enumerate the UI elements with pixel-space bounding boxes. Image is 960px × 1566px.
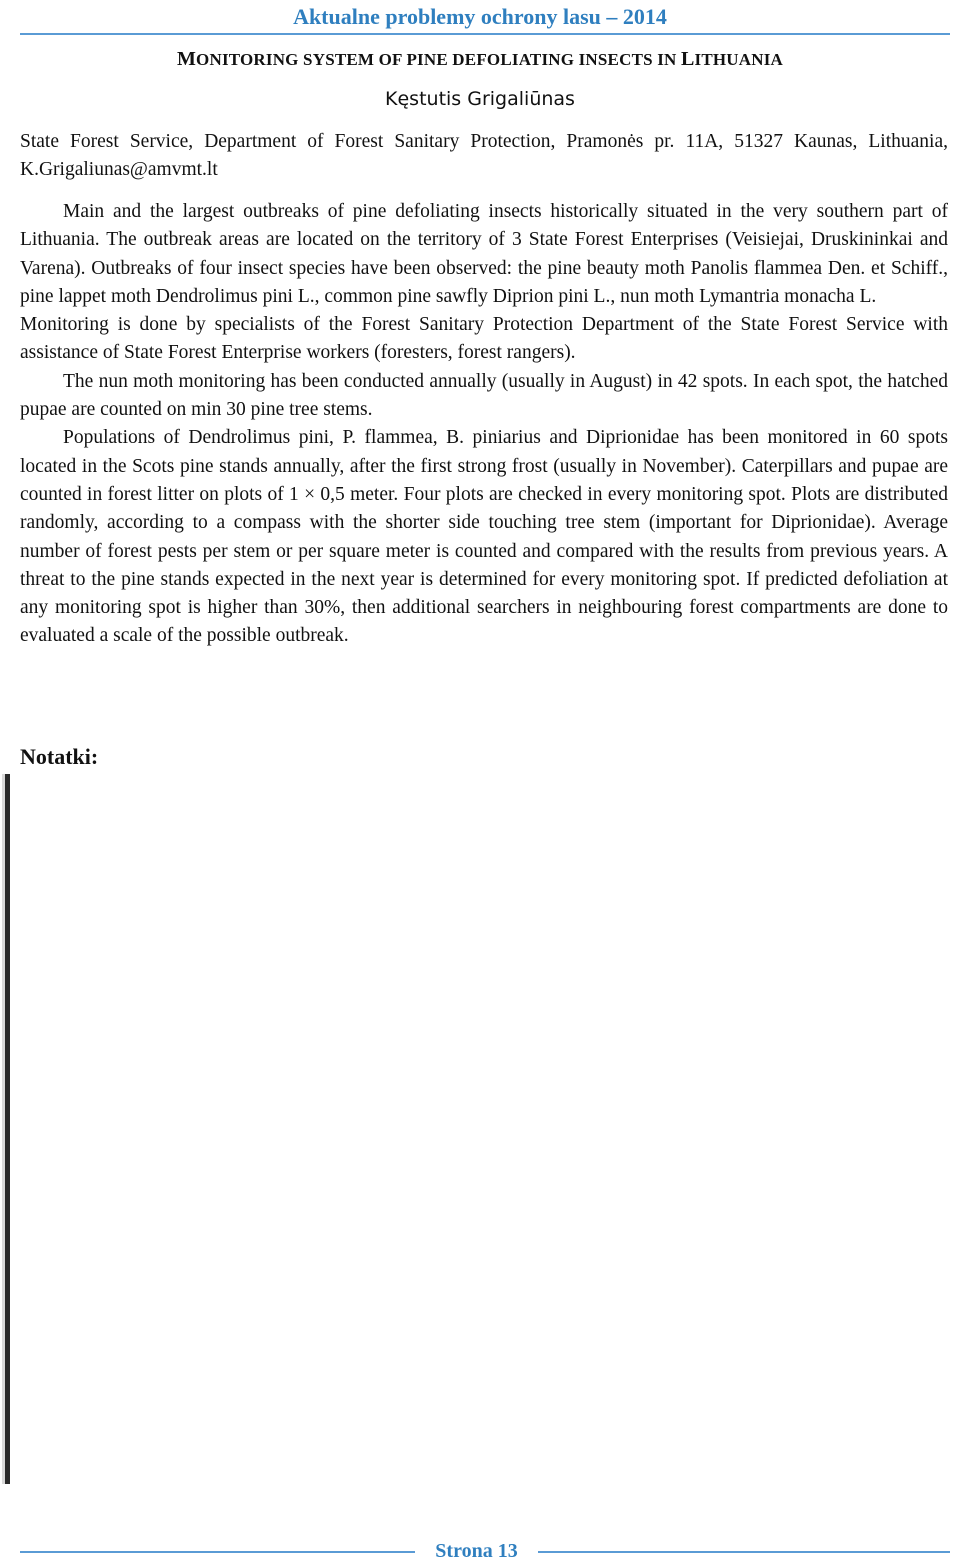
running-header: Aktualne problemy ochrony lasu – 2014 bbox=[293, 4, 667, 29]
paper-title bbox=[0, 48, 960, 71]
page-number: Strona 13 bbox=[435, 1540, 518, 1562]
affiliation-text: State Forest Service, Department of Forest Sanitary Protection, Pramonės pr. 11A, 51327 Kaunas, Lithuania, K.Grigaliunas@amvmt.lt bbox=[20, 131, 948, 181]
affiliation bbox=[20, 128, 948, 185]
header-divider bbox=[20, 33, 950, 35]
notes-label: Notatki: bbox=[20, 744, 99, 769]
title-initial-m: M bbox=[176, 48, 197, 70]
paragraph: Main and the largest outbreaks of pine defoliating insects historically situated in the very southern part of Lithuania. The outbreak areas are located on the territory of 3 State Forest Enterprises (Veisiejai, Druskininkai and Varena). Outbreaks of four insect species have been observed: the pine beauty moth Panolis flammea Den. et Schiff., pine lappet moth Dendrolimus pini L., common pine sawfly Diprion pini L., nun moth Lymantria monacha L. bbox=[20, 201, 948, 307]
title-middle: ONITORING SYSTEM OF PINE DEFOLIATING INSECTS IN bbox=[196, 50, 681, 69]
abstract-body bbox=[20, 198, 948, 651]
title-end: ITHUANIA bbox=[694, 50, 784, 69]
paragraph: Monitoring is done by specialists of the Forest Sanitary Protection Department of the State Forest Service with assistance of State Forest Enterprise workers (foresters, forest rangers). bbox=[20, 314, 948, 364]
paragraph: The nun moth monitoring has been conducted annually (usually in August) in 42 spots. In each spot, the hatched pupae are counted on min 30 pine tree stems. bbox=[20, 370, 948, 421]
title-initial-l: L bbox=[680, 48, 695, 70]
footer-divider-left bbox=[20, 1551, 415, 1553]
notes-margin-bar bbox=[2, 774, 10, 1484]
footer-divider-right bbox=[538, 1551, 950, 1553]
paragraph: Populations of Dendrolimus pini, P. flammea, B. piniarius and Diprionidae has been monitored in 60 spots located in the Scots pine stands annually, after the first strong frost (usually in November). Caterpillars and pupae are counted in forest litter on plots of 1 × 0,5 meter. Four plots are checked in every monitoring spot. Plots are distributed randomly, according to a compass with the shorter side touching tree stem (important for Diprionidae). Average number of forest pests per stem or per square meter is counted and compared with the results from previous years. A threat to the pine stands expected in the next year is determined for every monitoring spot. If predicted defoliation at any monitoring spot is higher than 30%, then additional searchers in neighbouring forest compartments are done to evaluated a scale of the possible outbreak. bbox=[20, 427, 948, 647]
author-name: Kęstutis Grigaliūnas bbox=[385, 88, 575, 110]
